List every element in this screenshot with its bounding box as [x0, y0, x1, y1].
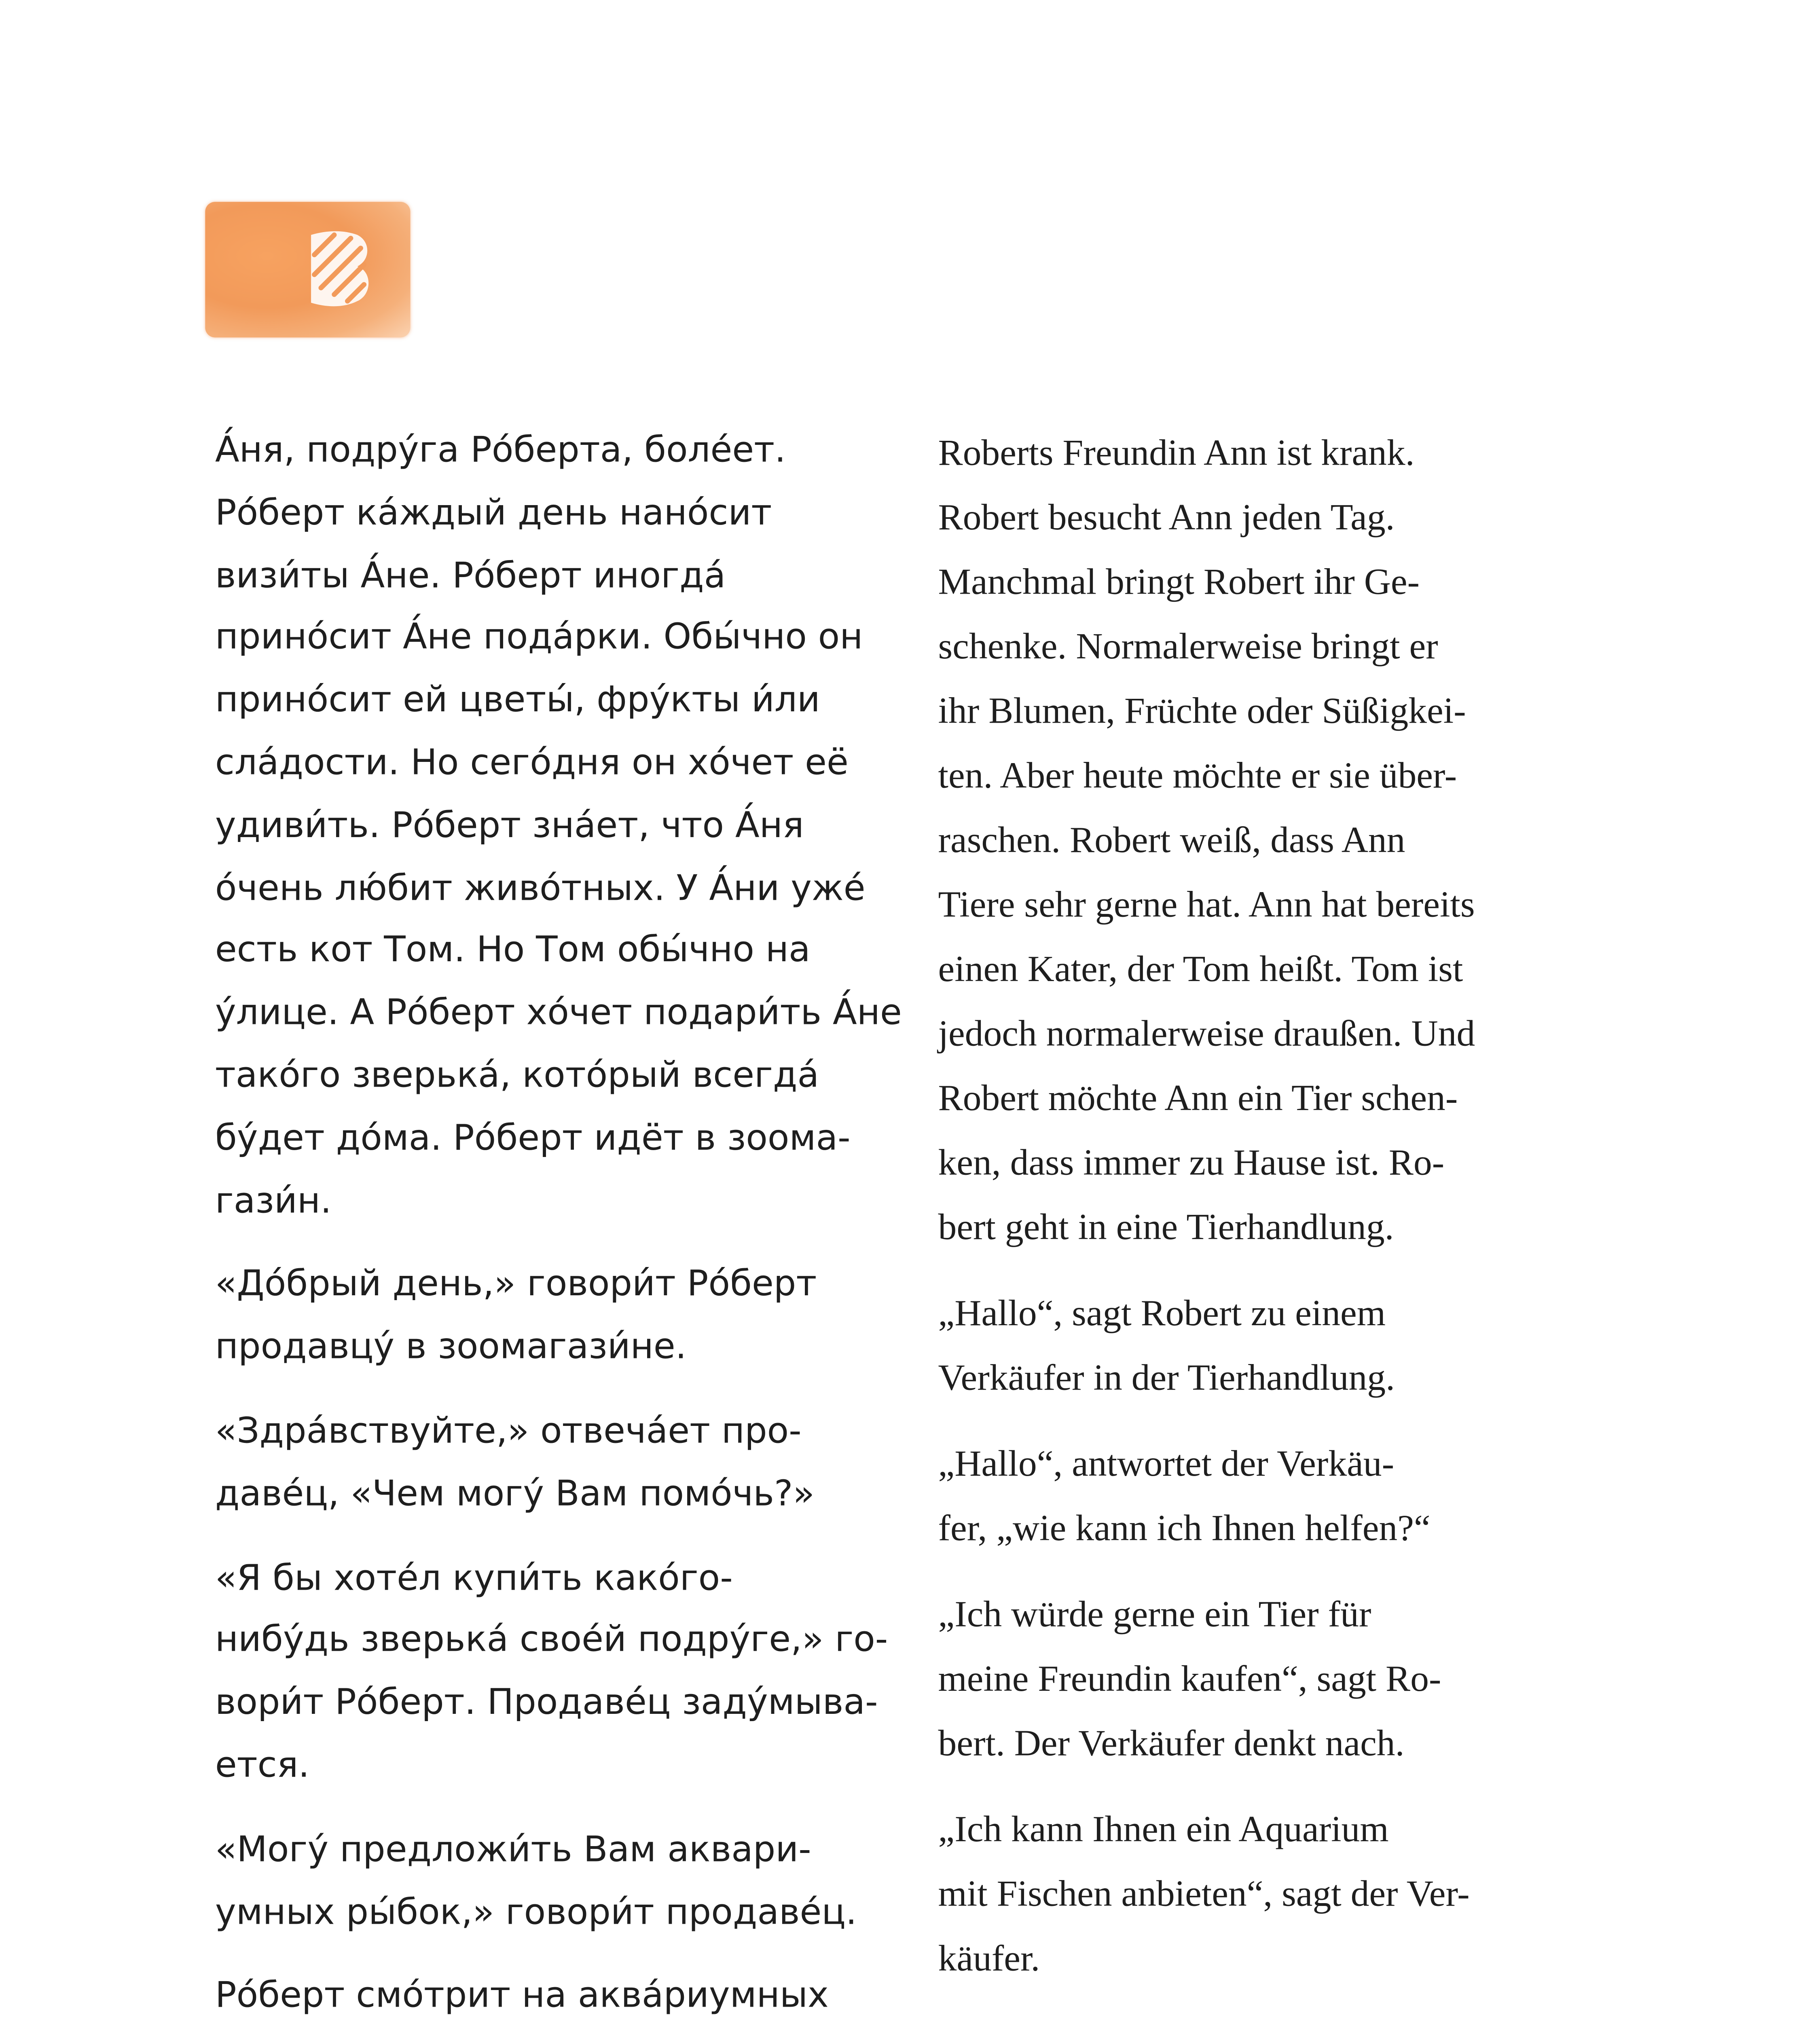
german-paragraph: „Hallo“, sagt Robert zu einem Verkäufer in der Tierhandlung.: [938, 1292, 1395, 1398]
german-column: [938, 420, 1592, 2022]
russian-paragraph: «Я бы хоте́л купи́ть како́го- нибу́дь зверька́ свое́й подру́ге,» го- вори́т Ро́берт. Продаве́ц заду́мыва- ется.: [215, 1557, 888, 1787]
chapter-book-icon: [205, 202, 410, 337]
german-paragraph: [938, 2012, 1592, 2022]
russian-paragraph: А́ня, подру́га Ро́берта, боле́ет. Ро́берт ка́ждый день нано́сит визи́ты А́не. Ро́берт иногда́ прино́сит А́не пода́рки. Обы́чно он прино́сит ей цветы́, фру́кты и́ли сла́дости. Но сего́дня он хо́чет её удиви́ть. Ро́берт зна́ет, что А́ня о́чень лю́бит живо́тных. У А́ни уже́ есть кот Том. Но Том обы́чно на у́лице. А Ро́берт хо́чет подари́ть А́не тако́го зверька́, кото́рый всегда́ бу́дет до́ма. Ро́берт идёт в зоома- гази́н.: [215, 430, 902, 1222]
russian-paragraph: «Могу́ предложи́ть Вам аквари- умных ры́бок,» говори́т продаве́ц.: [215, 1829, 857, 1933]
german-paragraph: Roberts Freundin Ann ist krank. Robert besucht Ann jeden Tag. Manchmal bringt Robert ihr Ge- schenke. Normalerweise bringt er ihr Blumen, Früchte oder Süßigkei- ten. Aber heute möchte er sie über- raschen. Robert weiß, dass Ann Tiere sehr gerne hat. Ann hat bereits einen Kater, der Tom heißt. Tom ist jedoch normalerweise draußen. Und Robert möchte Ann ein Tier schen- ken, dass immer zu Hause ist. Ro- bert geht in eine Tierhandlung.: [938, 431, 1475, 1248]
russian-paragraph: Ро́берт смо́трит на аква́риумных: [215, 1975, 829, 2018]
russian-paragraph: «Здра́вствуйте,» отвеча́ет про- даве́ц, «Чем могу́ Вам помо́чь?»: [215, 1411, 815, 1515]
russian-column: [215, 420, 910, 2022]
chapter-badge: [205, 202, 410, 337]
russian-paragraph: «До́брый день,» говори́т Ро́берт продавцу́ в зоомагази́не.: [215, 1264, 817, 1368]
german-paragraph: „Hallo“, antwortet der Verkäu- fer, „wie kann ich Ihnen helfen?“: [938, 1442, 1431, 1549]
german-paragraph: „Ich kann Ihnen ein Aquarium mit Fischen anbieten“, sagt der Ver- käufer.: [938, 1808, 1470, 1979]
german-paragraph: „Ich würde gerne ein Tier für meine Freundin kaufen“, sagt Ro- bert. Der Verkäufer denkt nach.: [938, 1593, 1441, 1764]
